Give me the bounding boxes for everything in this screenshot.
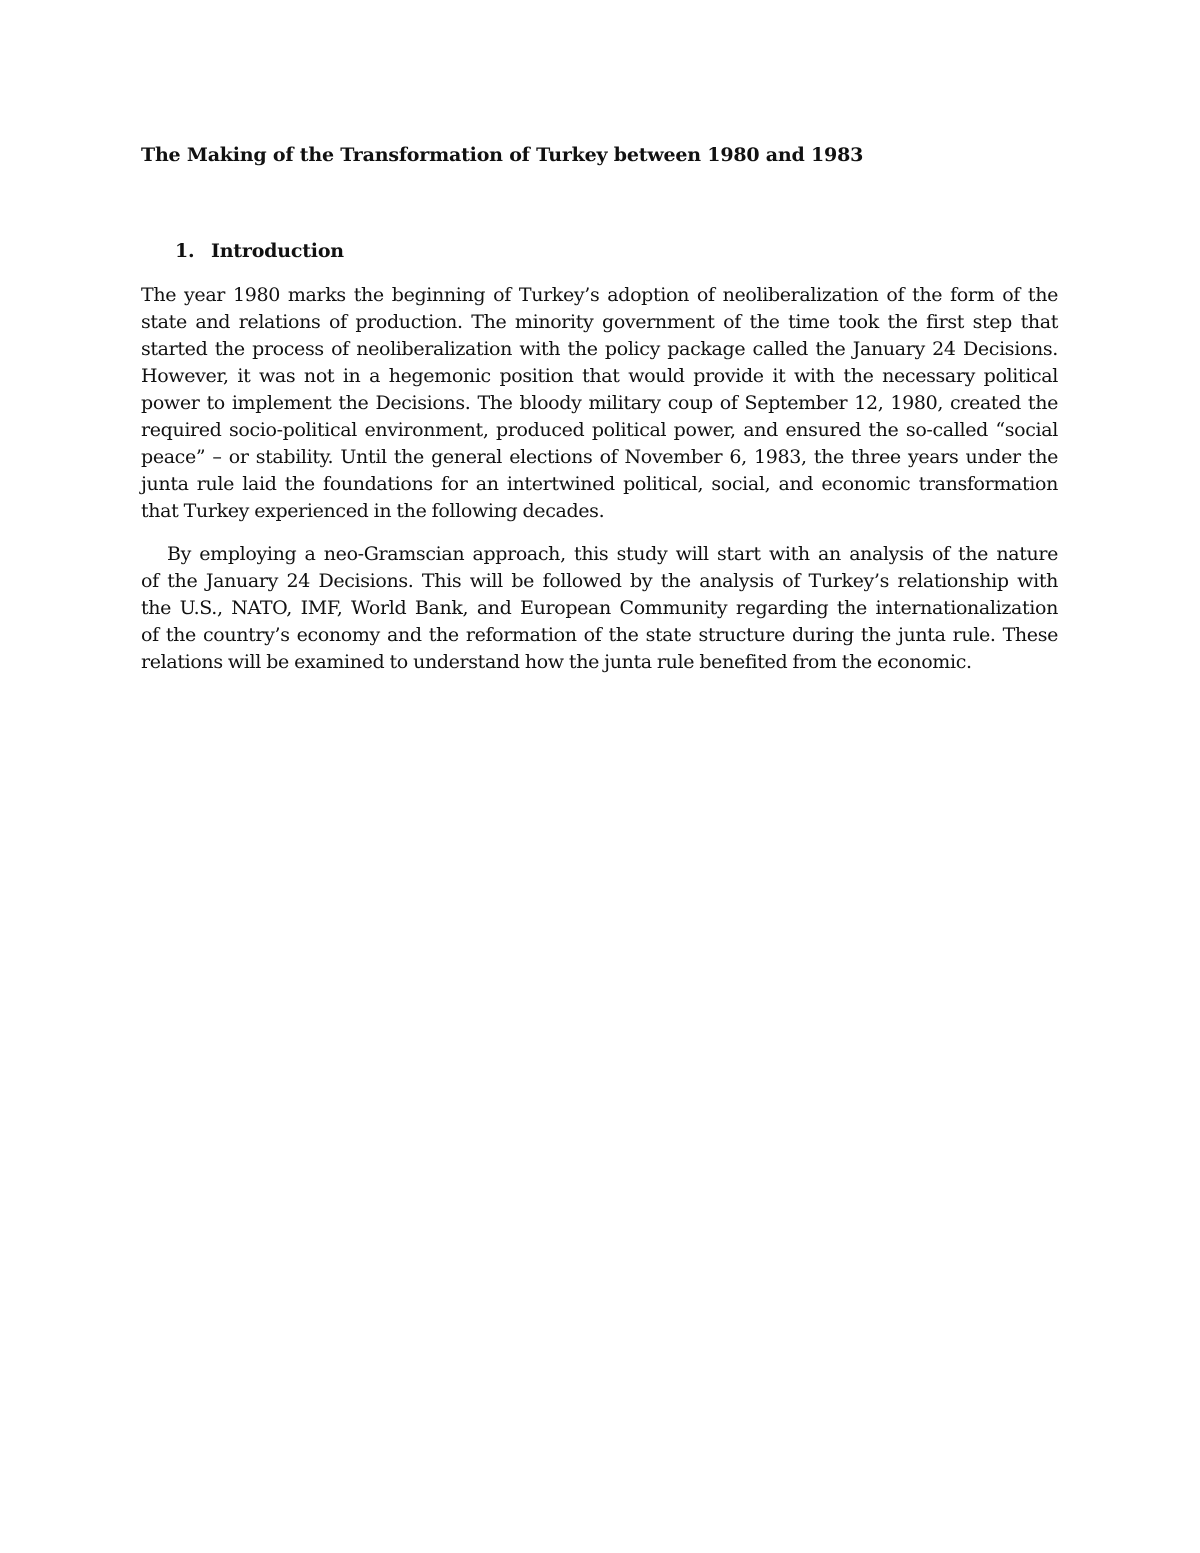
section-heading [141,240,344,262]
paragraph-introduction-1 [141,282,1058,525]
section-number: 1. [175,240,195,262]
document-title: The Making of the Transformation of Turkey between 1980 and 1983 [141,144,864,166]
paragraph-introduction-2 [141,541,1058,676]
paragraph-line: of the country’s economy and the reformation of the state structure during the junta rule. These [141,624,1058,646]
paragraph-line: started the process of neoliberalization with the policy package called the January 24 Decisions. [141,338,1058,360]
paragraph-line: that Turkey experienced in the following decades. [141,500,605,522]
paragraph-line: However, it was not in a hegemonic position that would provide it with the necessary political [141,365,1058,387]
paragraph-line: peace” – or stability. Until the general elections of November 6, 1983, the three years under the [141,446,1058,468]
paragraph-line: the U.S., NATO, IMF, World Bank, and European Community regarding the internationalization [141,597,1058,619]
paragraph-line: relations will be examined to understand how the junta rule benefited from the economic. [141,651,972,673]
section-heading-text: Introduction [211,240,344,262]
paragraph-line: required socio-political environment, produced political power, and ensured the so-called “social [141,419,1058,441]
paragraph-line: By employing a neo-Gramscian approach, this study will start with an analysis of the nature [167,543,1058,565]
paragraph-line: power to implement the Decisions. The bloody military coup of September 12, 1980, created the [141,392,1058,414]
paragraph-line: of the January 24 Decisions. This will be followed by the analysis of Turkey’s relationship with [141,570,1058,592]
paragraph-line: The year 1980 marks the beginning of Turkey’s adoption of neoliberalization of the form of the [141,284,1058,306]
paragraph-line: junta rule laid the foundations for an intertwined political, social, and economic transformation [141,473,1058,495]
paragraph-line: state and relations of production. The minority government of the time took the first step that [141,311,1058,333]
